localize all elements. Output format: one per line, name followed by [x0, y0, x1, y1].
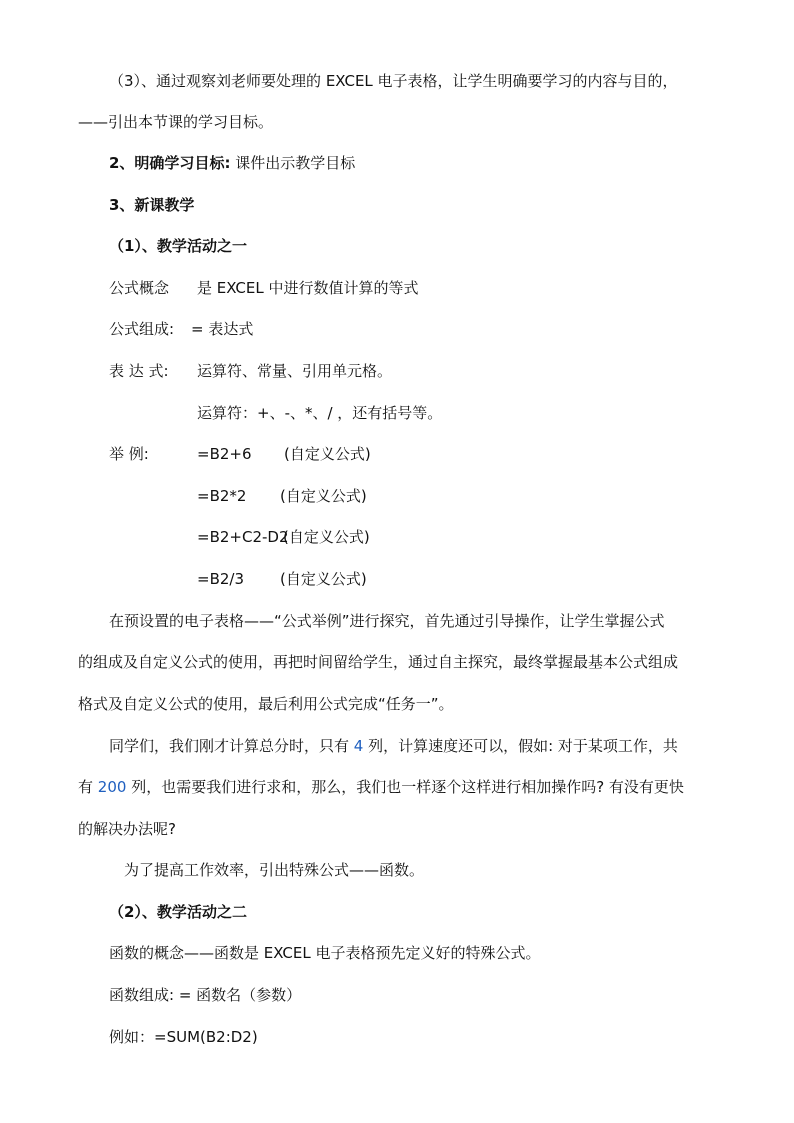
- definition-label: 公式概念: [109, 279, 170, 297]
- section-2: [109, 153, 355, 173]
- text-run: 列，计算速度还可以，假如: 对于某项工作，共: [363, 737, 678, 755]
- paragraph-line: ——引出本节课的学习目标。: [78, 113, 274, 131]
- definition-label: 公式组成:: [109, 320, 175, 338]
- text-run: 列，也需要我们进行求和，那么，我们也一样逐个这样进行相加操作吗? 有没有更快: [126, 778, 684, 796]
- example-formula: =B2+6: [197, 445, 252, 463]
- paragraph-line: 函数组成: = 函数名（参数）: [109, 986, 302, 1004]
- paragraph-line: （3）、通过观察刘老师要处理的 EXCEL 电子表格，让学生明确要学习的内容与目的，: [109, 72, 678, 90]
- paragraph-line: 函数的概念——函数是 EXCEL 电子表格预先定义好的特殊公式。: [109, 944, 541, 962]
- paragraph-line: 的组成及自定义公式的使用，再把时间留给学生，通过自主探究，最终掌握最基本公式组成: [78, 653, 679, 671]
- activity-heading: （2）、教学活动之二: [109, 903, 247, 921]
- definition-text: 是 EXCEL 中进行数值计算的等式: [197, 279, 419, 297]
- example-note: (自定义公式): [284, 445, 371, 463]
- definition-text: 运算符、常量、引用单元格。: [197, 362, 393, 380]
- section-heading: 2、明确学习目标:: [109, 154, 231, 172]
- definition-label: 表 达 式:: [109, 362, 169, 380]
- example-note: (自定义公式): [280, 487, 367, 505]
- paragraph-line: 例如：=SUM(B2:D2): [109, 1028, 258, 1046]
- highlight-number: 4: [353, 737, 364, 755]
- example-formula: =B2+C2-D2: [197, 528, 289, 546]
- definition-text: 运算符：+、-、*、/ ，还有括号等。: [197, 404, 443, 422]
- example-note: (自定义公式): [280, 570, 367, 588]
- definition-text: = 表达式: [191, 320, 254, 338]
- paragraph-line: 的解决办法呢?: [78, 820, 176, 838]
- activity-heading: （1）、教学活动之一: [109, 237, 247, 255]
- paragraph-line: 在预设置的电子表格——“公式举例”进行探究，首先通过引导操作，让学生掌握公式: [109, 612, 665, 630]
- paragraph-line: 为了提高工作效率，引出特殊公式——函数。: [124, 861, 425, 879]
- highlight-number: 200: [97, 778, 127, 796]
- example-formula: =B2*2: [197, 487, 247, 505]
- text-run: 有: [78, 778, 98, 796]
- section-heading: 3、新课教学: [109, 196, 195, 214]
- example-formula: =B2/3: [197, 570, 244, 588]
- example-note: (自定义公式): [283, 528, 370, 546]
- paragraph-line: [109, 736, 678, 756]
- paragraph-line: 格式及自定义公式的使用，最后利用公式完成“任务一”。: [78, 695, 454, 713]
- section-text: 课件出示教学目标: [235, 154, 356, 172]
- paragraph-line: [78, 777, 684, 797]
- text-run: 同学们，我们刚才计算总分时，只有: [109, 737, 354, 755]
- definition-label: 举 例:: [109, 445, 149, 463]
